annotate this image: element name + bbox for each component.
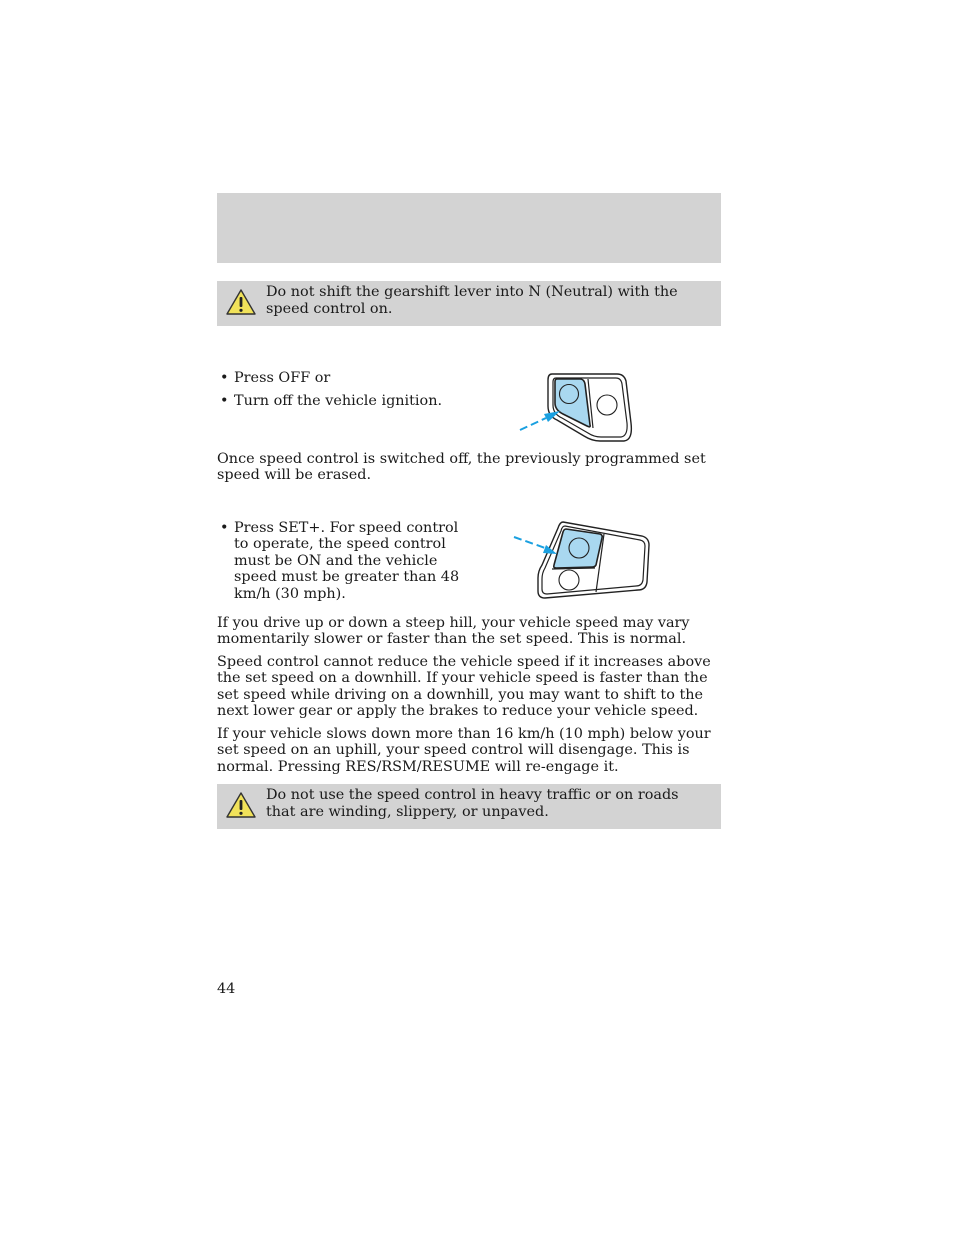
warning-text: Do not use the speed control in heavy traffic or on roads that are winding, slippery, or unpaved. xyxy=(266,787,679,820)
warning-triangle-icon xyxy=(225,288,257,316)
list-item: • Press OFF or xyxy=(217,370,477,386)
set-steps-list xyxy=(217,520,472,609)
hill-paragraph: If you drive up or down a steep hill, your vehicle speed may vary momentarily slower or faster than the set speed. This is normal. xyxy=(217,615,690,648)
page-number: 44 xyxy=(217,981,236,997)
warning-triangle-icon xyxy=(225,791,257,819)
list-item: • Press SET+. For speed control to operate, the speed control must be ON and the vehicle speed must be greater than 48 km/h (30 mph). xyxy=(217,520,472,602)
off-button-diagram xyxy=(512,368,637,446)
list-item: • Turn off the vehicle ignition. xyxy=(217,393,477,409)
downhill-paragraph: Speed control cannot reduce the vehicle speed if it increases above the set speed on a downhill. If your vehicle speed is faster than the set speed while driving on a downhill, you may want to shift to the next lower gear or apply the brakes to reduce your vehicle speed. xyxy=(217,654,711,720)
warning-box-neutral xyxy=(217,281,721,326)
off-steps-list xyxy=(217,370,477,417)
section-header-band xyxy=(217,193,721,263)
off-note-paragraph: Once speed control is switched off, the previously programmed set speed will be erased. xyxy=(217,451,706,484)
uphill-paragraph: If your vehicle slows down more than 16 km/h (10 mph) below your set speed on an uphill, your speed control will disengage. This is normal. Pressing RES/RSM/RESUME will re-engage it. xyxy=(217,726,711,775)
set-button-diagram xyxy=(508,518,654,602)
warning-text: Do not shift the gearshift lever into N (Neutral) with the speed control on. xyxy=(266,284,678,317)
warning-box-traffic xyxy=(217,784,721,829)
